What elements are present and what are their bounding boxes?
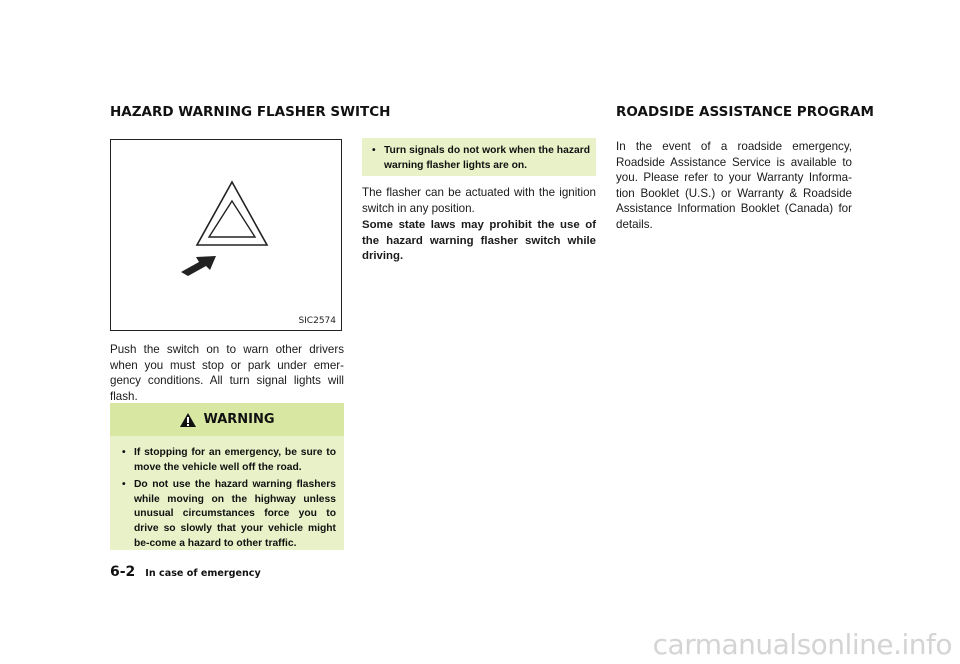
hazard-description: Push the switch on to warn other drivers when you must stop or park under emer-gency conditions. All turn signal lights will flash. (110, 343, 344, 403)
hazard-section-heading: HAZARD WARNING FLASHER SWITCH (110, 104, 391, 120)
hazard-triangle-icon (111, 140, 343, 332)
roadside-description: In the event of a roadside emergency, Roadside Assistance Service is available to you. Please refer to your Warranty Informa-tion Booklet (U.S.) or Warranty & Roadside Assistance Information Booklet (Canada) for details. (616, 140, 852, 231)
roadside-section-heading: ROADSIDE ASSISTANCE PROGRAM (616, 104, 874, 120)
watermark: carmanualsonline.info (652, 628, 952, 661)
warning-icon (179, 412, 197, 428)
flasher-ignition-text: The flasher can be actuated with the ignition switch in any position. (362, 186, 596, 215)
warning-list (122, 446, 336, 554)
page-footer (110, 564, 261, 580)
notice-box (362, 138, 596, 176)
page-number: 6-2 (110, 564, 136, 580)
warning-box (110, 403, 344, 550)
press-arrow-icon (181, 256, 216, 276)
section-name: In case of emergency (145, 568, 261, 579)
state-law-note: Some state laws may prohibit the use of the hazard warning flasher switch while driving. (362, 219, 596, 263)
warning-header (110, 403, 344, 436)
figure-code: SIC2574 (298, 316, 336, 326)
warning-item: • Do not use the hazard warning flashers while moving on the highway unless unusual circumstances force you to drive so slowly that your vehicle might be-come a hazard to other traffic. (122, 478, 336, 551)
hazard-switch-illustration (110, 139, 342, 331)
notice-item: • Turn signals do not work when the hazard warning flasher lights are on. (372, 144, 590, 173)
notice-list (372, 144, 590, 176)
warning-label: WARNING (203, 412, 275, 427)
warning-item: • If stopping for an emergency, be sure to move the vehicle well off the road. (122, 446, 336, 475)
